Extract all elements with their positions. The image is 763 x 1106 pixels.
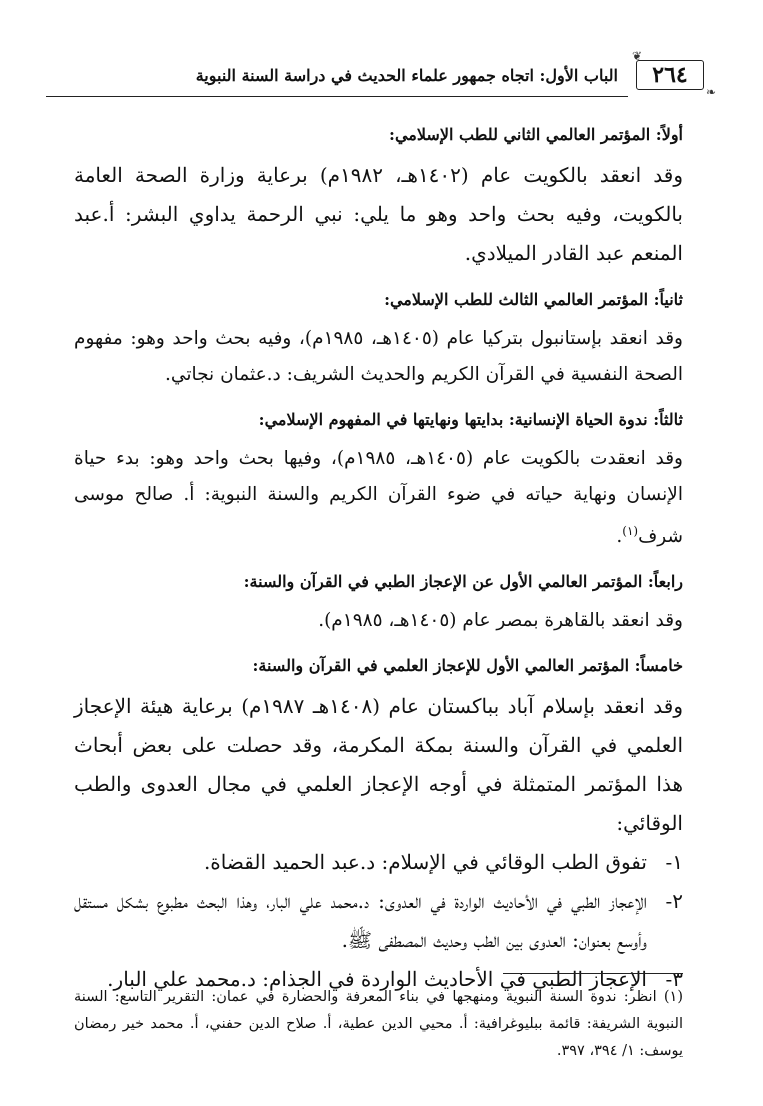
section-paragraph: وقد انعقدت بالكويت عام (١٤٠٥هـ، ١٩٨٥م)، وفيها بحث واحد وهو: بدء حياة الإنسان ونهاية حياته في ضوء القرآن الكريم والسنة النبوية: أ. صالح موسى شرف$^{(١)}$. bbox=[74, 448, 683, 548]
section-heading: خامساً: المؤتمر العالمي الأول للإعجاز العلمي في القرآن والسنة: bbox=[252, 656, 683, 676]
list-item bbox=[74, 843, 683, 882]
footnote-marker: (١) bbox=[663, 989, 683, 1005]
header-divider bbox=[46, 96, 628, 97]
section-2 bbox=[74, 285, 683, 393]
footnote-divider bbox=[503, 973, 683, 974]
section-1 bbox=[74, 120, 683, 273]
list-number: ١- bbox=[665, 850, 683, 875]
flourish-ornament-icon: ❧ bbox=[705, 85, 716, 99]
footnote-reference[interactable]: (١) bbox=[622, 524, 639, 538]
section-paragraph: وقد انعقد بإسلام آباد بباكستان عام (١٤٠٨هـ ١٩٨٧م) برعاية هيئة الإعجاز العلمي في القرآن والسنة بمكة المكرمة، وقد حصلت على بعض أبحاث هذا المؤتمر المتمثلة في أوجه الإعجاز العلمي في مجال العدوى والطب الوقائي: bbox=[74, 694, 684, 836]
running-title: الباب الأول: اتجاه جمهور علماء الحديث في دراسة السنة النبوية bbox=[195, 66, 618, 85]
paragraph-text: وقد انعقدت بالكويت عام (١٤٠٥هـ، ١٩٨٥م)، وفيها بحث واحد وهو: بدء حياة الإنسان ونهاية حياته في ضوء القرآن الكريم والسنة النبوية: أ. صالح موسى شرف bbox=[74, 448, 683, 548]
list-item-text: تفوق الطب الوقائي في الإسلام: د.عبد الحميد القضاة. bbox=[203, 850, 647, 875]
list-number: ٣- bbox=[665, 967, 683, 992]
footnote bbox=[74, 984, 683, 1065]
list-number: ٢- bbox=[665, 889, 683, 914]
section-3 bbox=[74, 405, 683, 555]
list-item-text: الإعجاز الطبي في الأحاديث الواردة في الجذام: د.محمد علي البار. bbox=[107, 967, 647, 992]
section-5 bbox=[74, 651, 683, 999]
section-heading: رابعاً: المؤتمر العالمي الأول عن الإعجاز الطبي في القرآن والسنة: bbox=[243, 572, 683, 592]
research-list bbox=[74, 843, 683, 999]
section-paragraph: وقد انعقد بالقاهرة بمصر عام (١٤٠٥هـ، ١٩٨٥م). bbox=[318, 610, 683, 632]
section-paragraph: وقد انعقد بالكويت عام (١٤٠٢هـ، ١٩٨٢م) برعاية وزارة الصحة العامة بالكويت، وفيه بحث واحد وهو ما يلي: نبي الرحمة يداوي البشر: أ.عبد المنعم عبد القادر الميلادي. bbox=[74, 163, 683, 265]
section-paragraph: وقد انعقد بإستانبول بتركيا عام (١٤٠٥هـ، ١٩٨٥م)، وفيه بحث واحد وهو: مفهوم الصحة النفسية في القرآن الكريم والحديث الشريف: د.عثمان نجاتي. bbox=[74, 328, 683, 385]
footnote-text: انظر: ندوة السنة النبوية ومنهجها في بناء المعرفة والحضارة في عمان: التقرير التاسع: السنة النبوية الشريفة: قائمة ببليوغرافية: أ. محيي الدين عطية، أ. صلاح الدين حفني، أ. محمد خير رمضان يوسف: ١/ ٣٩٤، ٣٩٧. bbox=[74, 989, 683, 1059]
section-heading: ثانياً: المؤتمر العالمي الثالث للطب الإسلامي: bbox=[384, 290, 683, 309]
page-number: ٢٦٤ bbox=[636, 60, 704, 90]
page-body bbox=[74, 120, 683, 1011]
section-heading: أولاً: المؤتمر العالمي الثاني للطب الإسلامي: bbox=[389, 125, 683, 144]
page-header bbox=[46, 44, 718, 104]
section-heading: ثالثاً: ندوة الحياة الإنسانية: بدايتها ونهايتها في المفهوم الإسلامي: bbox=[258, 410, 683, 429]
list-item bbox=[74, 882, 683, 960]
list-item-text: الإعجاز الطبي في الأحاديث الواردة في العدوى: د.محمد علي البار، وهذا البحث مطبوع بشكل مستقل وأوسع بعنوان: العدوى بين الطب وحديث المصطفى ﷺ. bbox=[74, 889, 647, 953]
flourish-ornament-icon: ❦ bbox=[631, 49, 642, 63]
section-4 bbox=[74, 567, 683, 639]
